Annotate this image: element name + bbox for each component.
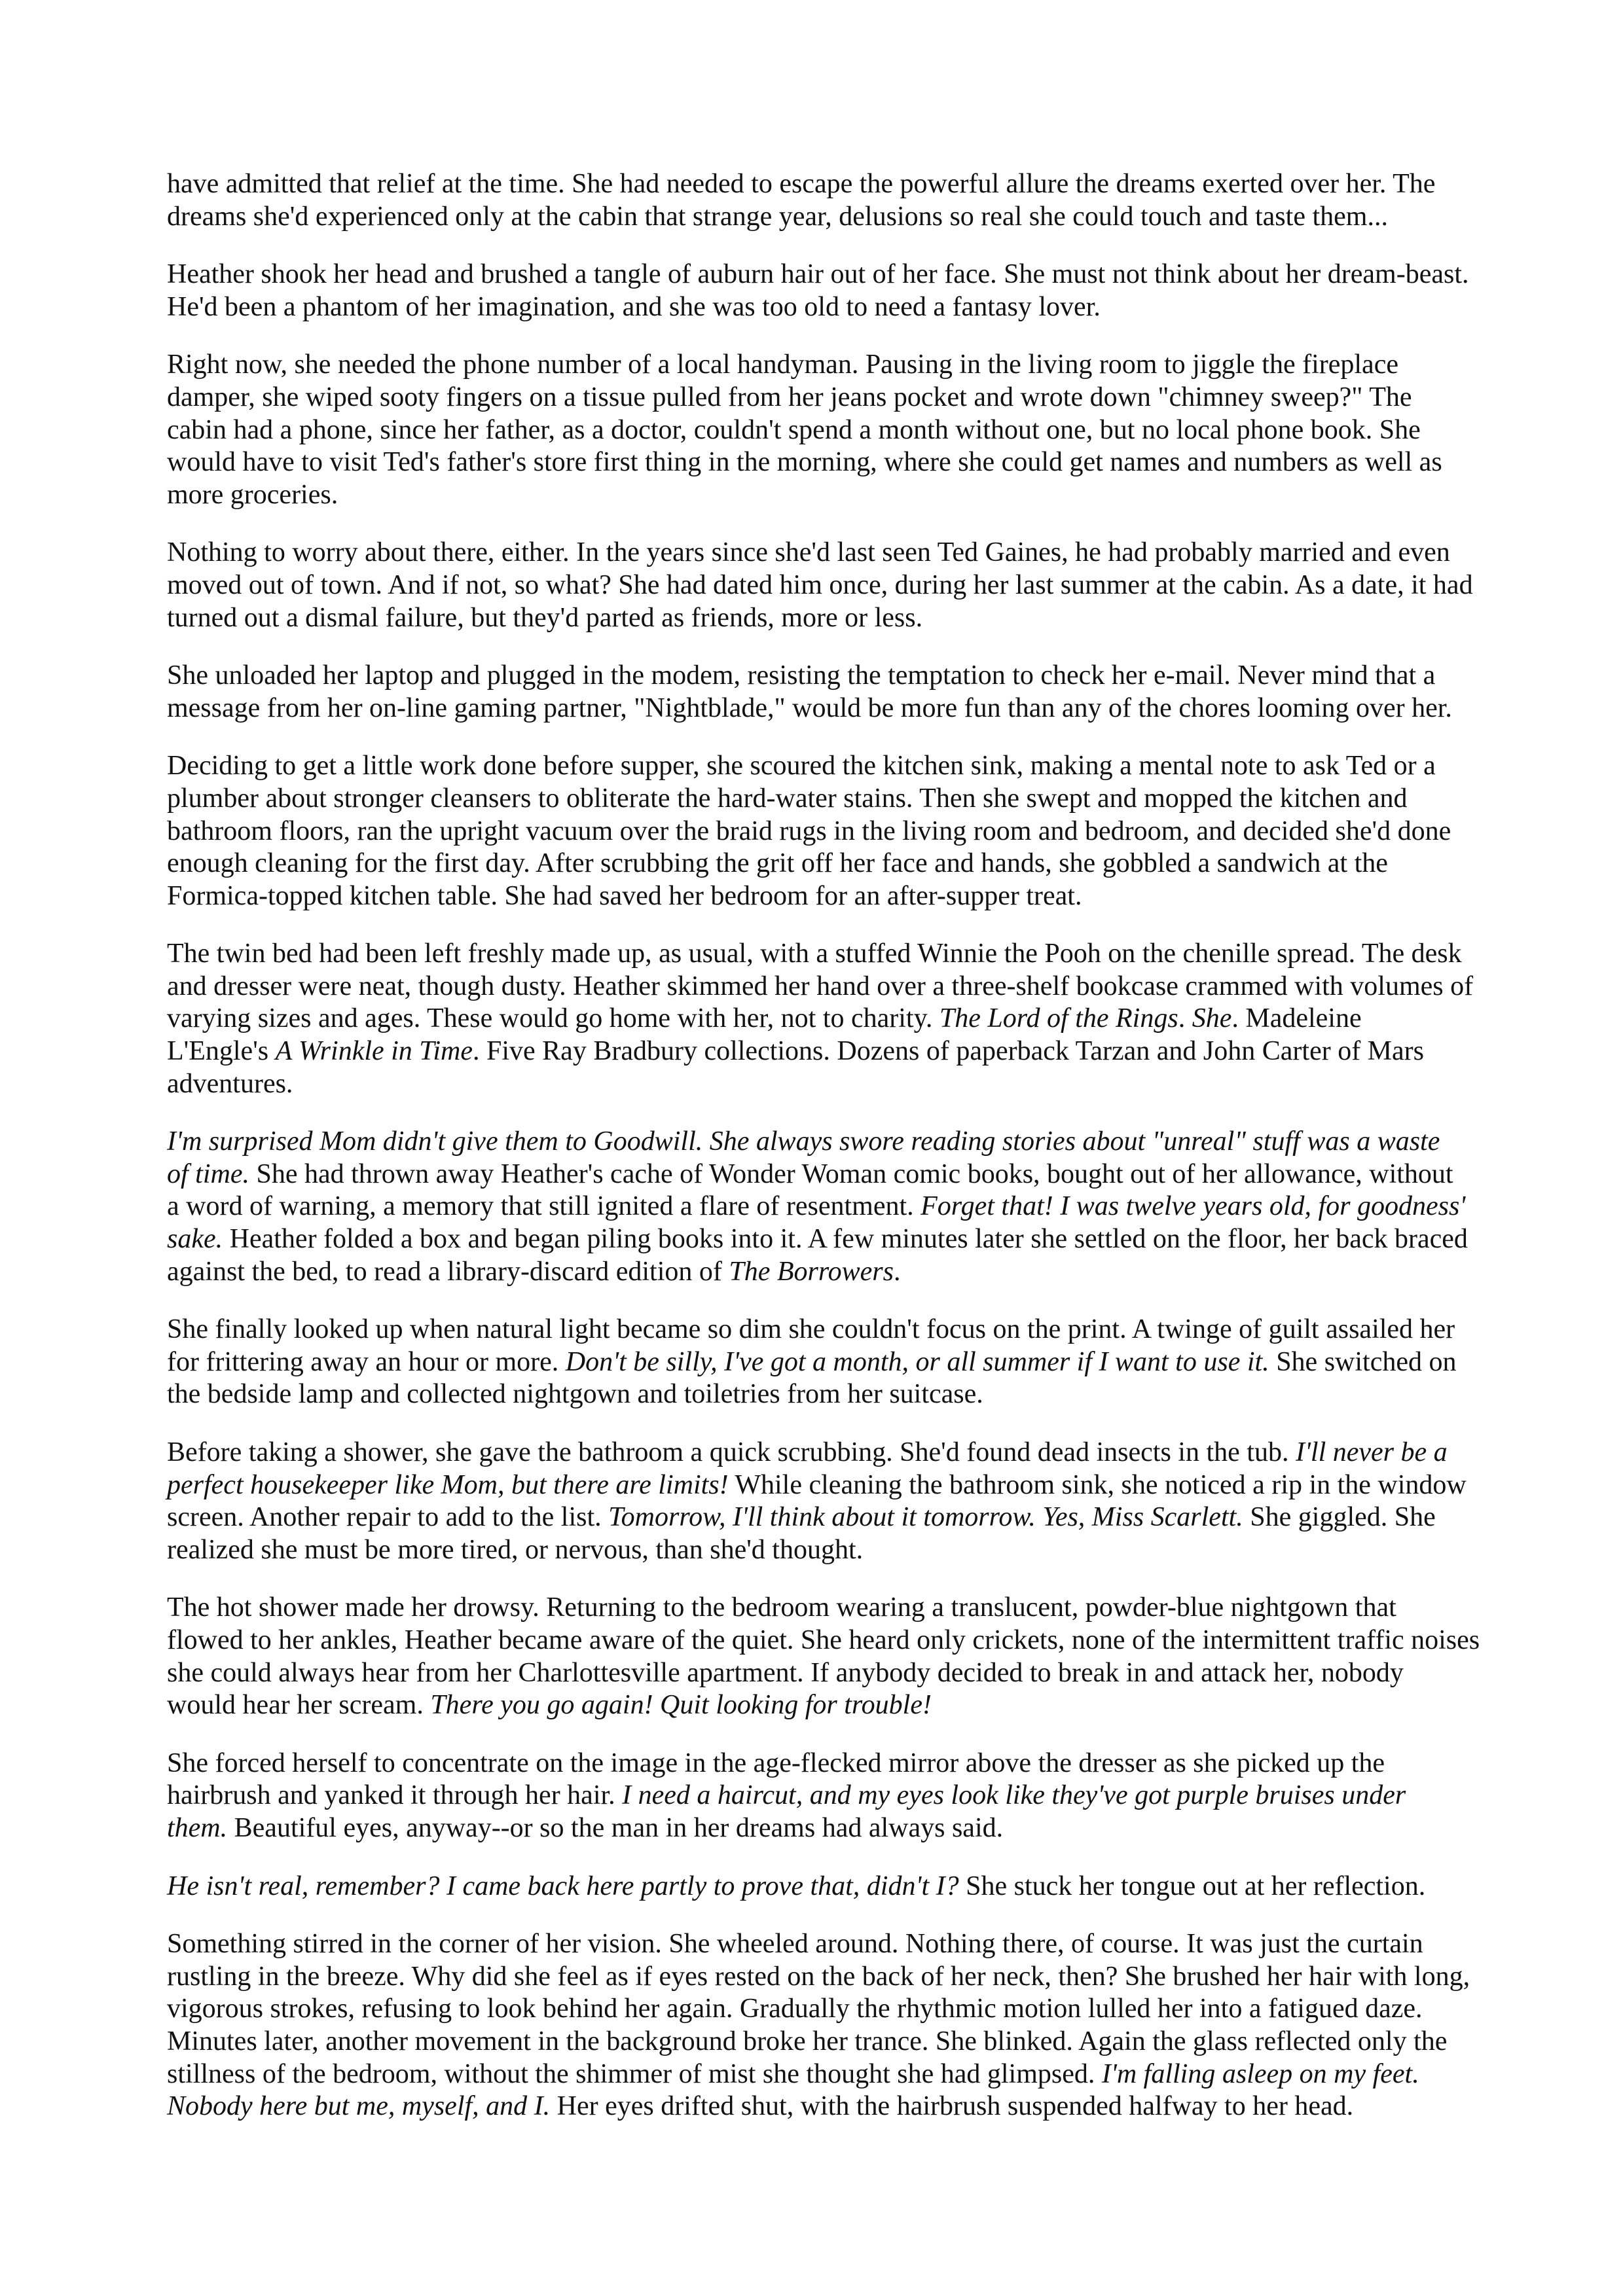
italic-text: There you go again! Quit looking for trouble! [430,1690,932,1721]
body-text: damper, she wiped sooty fingers on a tissue pulled from her jeans pocket and wrote down "chimney sweep?" The [167,382,1412,412]
body-text: would have to visit Ted's father's store first thing in the morning, where she could get names and numbers as well as [167,447,1442,478]
text-line [167,259,1476,291]
paragraph [167,1928,1476,2123]
italic-text: them. [167,1812,228,1843]
body-text: she could always hear from her Charlottesville apartment. If anybody decided to break in and attack her, nobody [167,1657,1404,1688]
text-line [167,1780,1476,1812]
text-line [167,2026,1476,2058]
body-text: bathroom floors, ran the upright vacuum over the braid rugs in the living room and bedroom, and decided she'd done [167,816,1451,846]
body-text: She finally looked up when natural light became so dim she couldn't focus on the print. A twinge of guilt assailed her [167,1314,1455,1345]
body-text: She forced herself to concentrate on the image in the age-flecked mirror above the dresser as she picked up the [167,1748,1385,1778]
body-text: She had thrown away Heather's cache of Wonder Woman comic books, bought out of her allowance, without [249,1158,1453,1189]
body-text: . Madeleine [1231,1003,1362,1034]
paragraph [167,168,1476,233]
body-text: and dresser were neat, though dusty. Heather skimmed her hand over a three-shelf bookcase crammed with volumes of [167,971,1474,1001]
body-text: flowed to her ankles, Heather became aware of the quiet. She heard only crickets, none of the intermittent traffic noises [167,1624,1480,1655]
text-line [167,1035,1476,1068]
italic-text: Nobody here but me, myself, and I. [167,2091,551,2122]
text-line [167,2058,1476,2091]
body-text: Beautiful eyes, anyway--or so the man in her dreams had always said. [227,1812,1004,1843]
text-line [167,1812,1476,1845]
text-line [167,1437,1476,1469]
italic-text: A Wrinkle in Time [275,1036,473,1067]
italic-text: Forget that! I was twelve years old, for goodness' [921,1191,1466,1222]
body-text: Nothing to worry about there, either. In the years since she'd last seen Ted Gaines, he had probably married and even [167,537,1450,568]
text-line [167,291,1476,324]
body-text: for frittering away an hour or more. [167,1346,566,1377]
body-text: vigorous strokes, refusing to look behind her again. Gradually the rhythmic motion lulled her into a fatigued daze. [167,1994,1423,2024]
text-line [167,1993,1476,2026]
body-text: realized she must be more tired, or nervous, than she'd thought. [167,1534,864,1565]
body-text: Heather folded a box and began piling books into it. A few minutes later she settled on the floor, her back braced [223,1224,1468,1255]
italic-text: Tomorrow, I'll think about it tomorrow. Yes, Miss Scarlett. [608,1502,1243,1533]
body-text: enough cleaning for the first day. After scrubbing the grit off her face and hands, she gobbled a sandwich at the [167,848,1388,879]
paragraph [167,1314,1476,1411]
italic-text: I'm falling asleep on my feet. [1101,2058,1419,2089]
text-line [167,1928,1476,1961]
italic-text: She [1192,1003,1232,1034]
body-text: adventures. [167,1068,293,1099]
body-text: rustling in the breeze. Why did she feel as if eyes rested on the back of her neck, then? She brushed her hair with long, [167,1961,1470,1992]
body-text: The hot shower made her drowsy. Returning to the bedroom wearing a translucent, powder-blue nightgown that [167,1592,1396,1623]
text-line [167,783,1476,816]
italic-text: perfect housekeeper like Mom, but there are limits! [167,1469,729,1500]
text-line [167,1256,1476,1289]
text-line [167,1346,1476,1379]
italic-text: I need a haircut, and my eyes look like they've got purple bruises under [622,1780,1406,1811]
text-line [167,1871,1476,1903]
body-text: While cleaning the bathroom sink, she noticed a rip in the window [728,1469,1467,1500]
text-line [167,1592,1476,1624]
body-text: stillness of the bedroom, without the shimmer of mist she thought she had glimpsed. [167,2058,1102,2089]
text-line [167,1191,1476,1223]
text-line [167,1469,1476,1502]
body-text: varying sizes and ages. These would go home with her, not to charity. [167,1003,939,1034]
document-page [167,168,1480,2149]
paragraph [167,1748,1476,1845]
paragraph [167,750,1476,912]
body-text: Right now, she needed the phone number of a local handyman. Pausing in the living room to jiggle the fireplace [167,350,1398,380]
italic-text: I'll never be a [1295,1437,1448,1467]
italic-text: sake. [167,1224,223,1255]
paragraph [167,1871,1476,1903]
text-line [167,537,1476,569]
body-text: a word of warning, a memory that still ignited a flare of resentment. [167,1191,921,1222]
text-line [167,1748,1476,1780]
body-text: . [1178,1003,1192,1034]
body-text: L'Engle's [167,1036,276,1067]
italic-text: Don't be silly, I've got a month, or all summer if I want to use it. [565,1346,1269,1377]
body-text: . Five Ray Bradbury collections. Dozens of paperback Tarzan and John Carter of Mars [473,1036,1424,1067]
text-line [167,692,1476,725]
text-line [167,660,1476,692]
text-line [167,971,1476,1003]
body-text: cabin had a phone, since her father, as a doctor, couldn't spend a month without one, but no local phone book. She [167,414,1421,445]
text-line [167,816,1476,848]
text-line [167,168,1476,201]
paragraph [167,938,1476,1100]
body-text: more groceries. [167,479,338,510]
text-line [167,602,1476,635]
italic-text: He isn't real, remember? I came back here partly to prove that, didn't I? [167,1871,959,1901]
body-text: . [894,1256,901,1287]
body-text: would hear her scream. [167,1690,431,1721]
body-text: Formica-topped kitchen table. She had saved her bedroom for an after-supper treat. [167,880,1082,911]
body-text: Minutes later, another movement in the background broke her trance. She blinked. Again the glass reflected only the [167,2026,1448,2056]
body-text: The twin bed had been left freshly made up, as usual, with a stuffed Winnie the Pooh on the chenille spread. The desk [167,939,1462,969]
italic-text: The Lord of the Rings [939,1003,1178,1034]
text-line [167,848,1476,880]
text-line [167,1126,1476,1158]
text-line [167,382,1476,414]
text-line [167,1961,1476,1994]
body-text: turned out a dismal failure, but they'd parted as friends, more or less. [167,602,923,633]
text-line [167,1068,1476,1101]
text-line [167,880,1476,913]
body-text: message from her on-line gaming partner, "Nightblade," would be more fun than any of the chores looming over her. [167,692,1452,723]
text-line [167,1223,1476,1256]
text-line [167,201,1476,234]
body-text: She switched on [1269,1346,1457,1377]
body-text: against the bed, to read a library-discard edition of [167,1256,729,1287]
body-text: plumber about stronger cleansers to obliterate the hard-water stains. Then she swept and mopped the kitchen and [167,783,1408,814]
text-line [167,479,1476,512]
paragraph [167,1437,1476,1566]
text-line [167,938,1476,971]
body-text: have admitted that relief at the time. She had needed to escape the powerful allure the dreams exerted over her. The [167,169,1436,199]
text-line [167,1689,1476,1722]
body-text: Deciding to get a little work done before supper, she scoured the kitchen sink, making a mental note to ask Ted or a [167,751,1436,781]
paragraph [167,537,1476,634]
text-line [167,1378,1476,1411]
italic-text: of time. [167,1158,249,1189]
italic-text: The Borrowers [729,1256,894,1287]
body-text: Something stirred in the corner of her vision. She wheeled around. Nothing there, of course. It was just the curtain [167,1929,1423,1960]
italic-text: I'm surprised Mom didn't give them to Goodwill. She always swore reading stories about "unreal" stuff was a waste [167,1126,1440,1157]
body-text: Before taking a shower, she gave the bathroom a quick scrubbing. She'd found dead insects in the tub. [167,1437,1296,1467]
body-text: He'd been a phantom of her imagination, and she was too old to need a fantasy lover. [167,291,1101,322]
paragraph [167,349,1476,511]
text-line [167,1624,1480,1657]
body-text: hairbrush and yanked it through her hair. [167,1780,623,1811]
paragraph [167,259,1476,323]
text-line [167,1158,1476,1191]
body-text: She giggled. She [1243,1502,1436,1533]
body-text: dreams she'd experienced only at the cabin that strange year, delusions so real she could touch and taste them... [167,201,1388,232]
text-line [167,569,1476,602]
body-text: Heather shook her head and brushed a tangle of auburn hair out of her face. She must not think about her dream-beast. [167,259,1469,290]
text-line [167,1314,1476,1346]
body-text: the bedside lamp and collected nightgown and toiletries from her suitcase. [167,1379,983,1410]
text-line [167,349,1476,382]
text-line [167,446,1476,479]
body-text: screen. Another repair to add to the list. [167,1502,609,1533]
body-text: She unloaded her laptop and plugged in the modem, resisting the temptation to check her e-mail. Never mind that a [167,660,1436,691]
paragraph [167,1126,1476,1288]
text-line [167,1003,1476,1035]
body-text: She stuck her tongue out at her reflection. [958,1871,1426,1901]
text-line [167,414,1476,447]
paragraph [167,1592,1480,1721]
text-line [167,750,1476,783]
text-line [167,2090,1476,2123]
body-text: moved out of town. And if not, so what? She had dated him once, during her last summer at the cabin. As a date, it had [167,569,1473,600]
body-text: Her eyes drifted shut, with the hairbrush suspended halfway to her head. [550,2091,1354,2122]
text-line [167,1657,1476,1690]
paragraph [167,660,1476,725]
text-line [167,1534,1476,1567]
text-line [167,1501,1476,1534]
